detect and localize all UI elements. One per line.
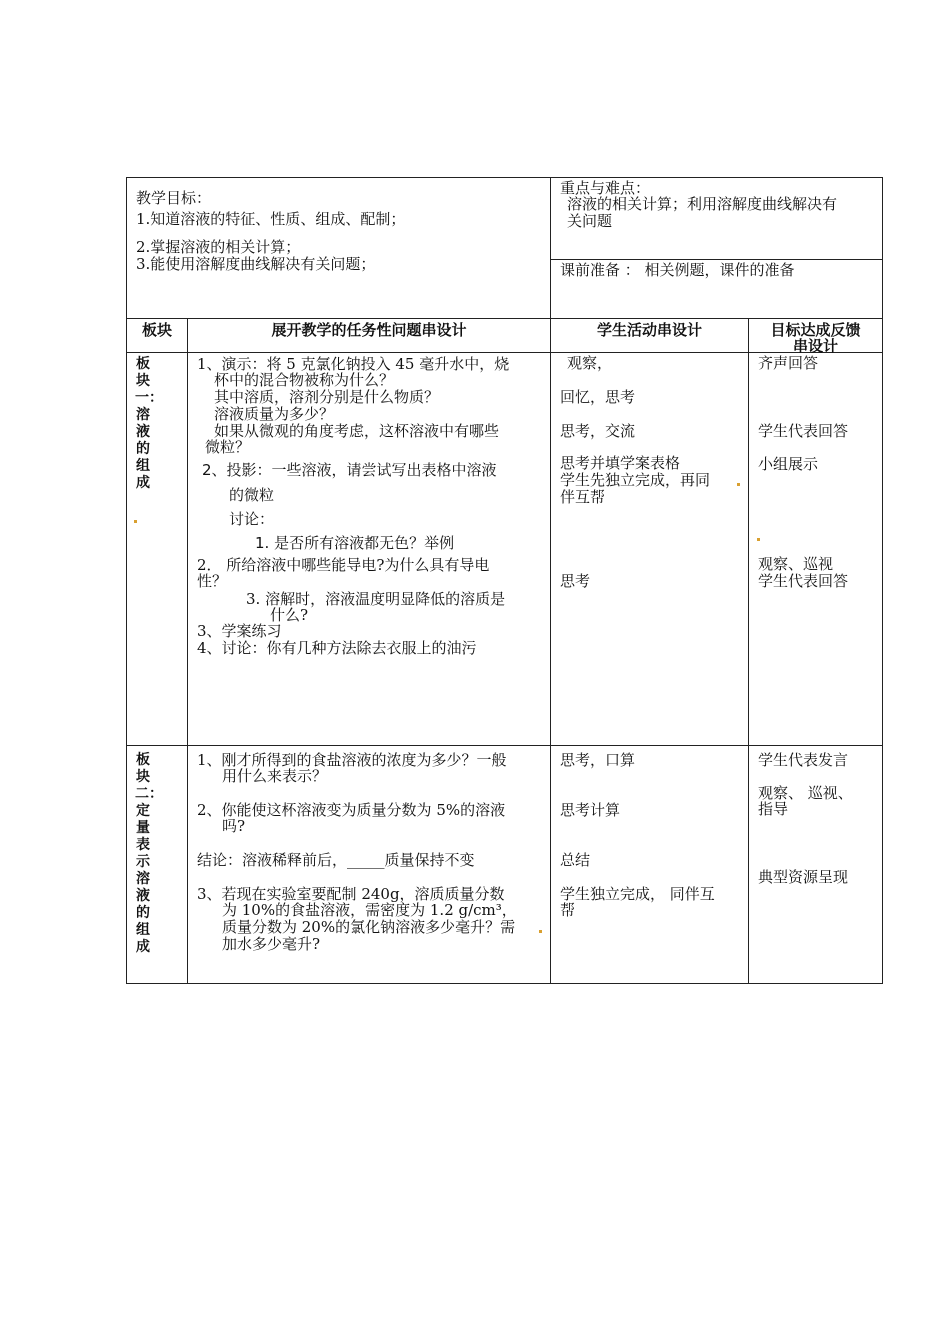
b1-f4-l2: 学生代表回答 bbox=[758, 572, 849, 590]
b1-d2-l1: 2． 所给溶液中哪些能导电?为什么具有导电 bbox=[197, 556, 490, 574]
b1-s3: 思考，交流 bbox=[560, 422, 636, 440]
b1-discuss: 讨论： bbox=[229, 510, 275, 528]
table-right-border bbox=[882, 177, 883, 984]
b2-s4-l2: 帮 bbox=[560, 901, 576, 919]
block-2-label: 板块二：定量表示溶液的组成 bbox=[135, 752, 163, 955]
header-top-border bbox=[126, 318, 883, 319]
header-col-tasks: 展开教学的任务性问题串设计 bbox=[271, 321, 467, 339]
b1-q2-l1: 2、投影：一些溶液，请尝试写出表格中溶液 bbox=[202, 461, 497, 479]
header-col-feedback-l1: 目标达成反馈 bbox=[770, 321, 861, 339]
b2-f1: 学生代表发言 bbox=[758, 751, 849, 769]
b2-f2-l1: 观察、 巡视、 bbox=[758, 784, 853, 802]
b1-q1-l1: 1、演示：将 5 克氯化钠投入 45 毫升水中，烧 bbox=[197, 355, 510, 373]
b2-q3-l4: 加水多少毫升? bbox=[222, 935, 321, 953]
b1-f2: 学生代表回答 bbox=[758, 422, 849, 440]
key-line-1: 溶液的相关计算；利用溶解度曲线解决有 bbox=[567, 195, 838, 213]
b1-s5: 思考 bbox=[560, 572, 591, 590]
header-col-activities: 学生活动串设计 bbox=[596, 321, 702, 339]
marker-dot bbox=[539, 930, 542, 933]
prep-text: 课前准备 ： 相关例题，课件的准备 bbox=[560, 261, 795, 279]
b2-q2-l1: 2、你能使这杯溶液变为质量分数为 5%的溶液 bbox=[197, 801, 506, 819]
b1-q1-l2: 杯中的混合物被称为什么？ bbox=[214, 371, 395, 389]
block-1-label: 板块一：溶液的组成 bbox=[135, 356, 163, 491]
b2-q3-l1: 3、若现在实验室要配制 240g，溶质质量分数 bbox=[197, 885, 505, 903]
b2-s3: 总结 bbox=[560, 851, 591, 869]
col4-divider bbox=[748, 318, 749, 984]
block-divider bbox=[126, 745, 883, 746]
b2-f2-l2: 指导 bbox=[758, 800, 789, 818]
b1-d3-l2: 什么? bbox=[270, 606, 309, 624]
table-top-border bbox=[126, 177, 883, 178]
b1-d3-l1: 3. 溶解时，溶液温度明显降低的溶质是 bbox=[246, 590, 506, 608]
b1-s4-l2: 学生先独立完成，再同 bbox=[560, 471, 711, 489]
b1-q1-l5: 如果从微观的角度考虑，这杯溶液中有哪些 bbox=[214, 422, 500, 440]
col3-divider bbox=[550, 177, 551, 984]
b1-s2: 回忆，思考 bbox=[560, 388, 636, 406]
goal-1: 1.知道溶液的特征、性质、组成、配制； bbox=[136, 210, 406, 228]
header-col-block: 板块 bbox=[141, 321, 172, 339]
b2-s1: 思考，口算 bbox=[560, 751, 636, 769]
b1-s4-l1: 思考并填学案表格 bbox=[560, 454, 681, 472]
marker-dot bbox=[134, 520, 137, 523]
header-col-feedback-l2: 串设计 bbox=[792, 337, 838, 355]
b1-f4-l1: 观察、巡视 bbox=[758, 555, 834, 573]
b1-q4: 4、讨论：你有几种方法除去衣服上的油污 bbox=[197, 639, 477, 657]
b2-s4-l1: 学生独立完成， 同伴互 bbox=[560, 885, 715, 903]
b1-d1: 1. 是否所有溶液都无色？举例 bbox=[255, 534, 455, 552]
marker-dot bbox=[737, 483, 740, 486]
table-left-border bbox=[126, 177, 127, 984]
b1-q3: 3、学案练习 bbox=[197, 622, 282, 640]
b1-d2-l2: 性？ bbox=[197, 572, 228, 590]
b2-q3-l2: 为 10%的食盐溶液，需密度为 1.2 g/cm³， bbox=[222, 901, 517, 919]
b1-s4-l3: 伴互帮 bbox=[560, 488, 606, 506]
key-line-2: 关问题 bbox=[567, 212, 613, 230]
b1-f1: 齐声回答 bbox=[758, 354, 819, 372]
table-bottom-border bbox=[126, 983, 883, 984]
b2-conclusion: 结论：溶液稀释前后，_____质量保持不变 bbox=[197, 851, 475, 869]
marker-dot bbox=[757, 538, 760, 541]
goal-2: 2.掌握溶液的相关计算； bbox=[136, 238, 301, 256]
b2-s2: 思考计算 bbox=[560, 801, 621, 819]
b2-q1-l1: 1、刚才所得到的食盐溶液的浓度为多少？一般 bbox=[197, 751, 507, 769]
b2-q1-l2: 用什么来表示？ bbox=[222, 767, 328, 785]
prep-divider bbox=[550, 259, 883, 260]
b1-q1-l4: 溶液质量为多少？ bbox=[214, 405, 335, 423]
key-title: 重点与难点： bbox=[560, 179, 651, 197]
goal-3: 3.能使用溶解度曲线解决有关问题； bbox=[136, 255, 376, 273]
b1-q1-l6: 微粒？ bbox=[205, 438, 251, 456]
b2-q3-l3: 质量分数为 20%的氯化钠溶液多少毫升？需 bbox=[222, 918, 516, 936]
b2-q2-l2: 吗? bbox=[222, 817, 246, 835]
b1-q2-l2: 的微粒 bbox=[229, 486, 275, 504]
b1-f3: 小组展示 bbox=[758, 455, 819, 473]
goals-title: 教学目标： bbox=[136, 189, 212, 207]
b2-f3: 典型资源呈现 bbox=[758, 868, 849, 886]
b1-s1: 观察， bbox=[567, 354, 613, 372]
b1-q1-l3: 其中溶质，溶剂分别是什么物质？ bbox=[214, 388, 440, 406]
col1-divider bbox=[187, 318, 188, 984]
